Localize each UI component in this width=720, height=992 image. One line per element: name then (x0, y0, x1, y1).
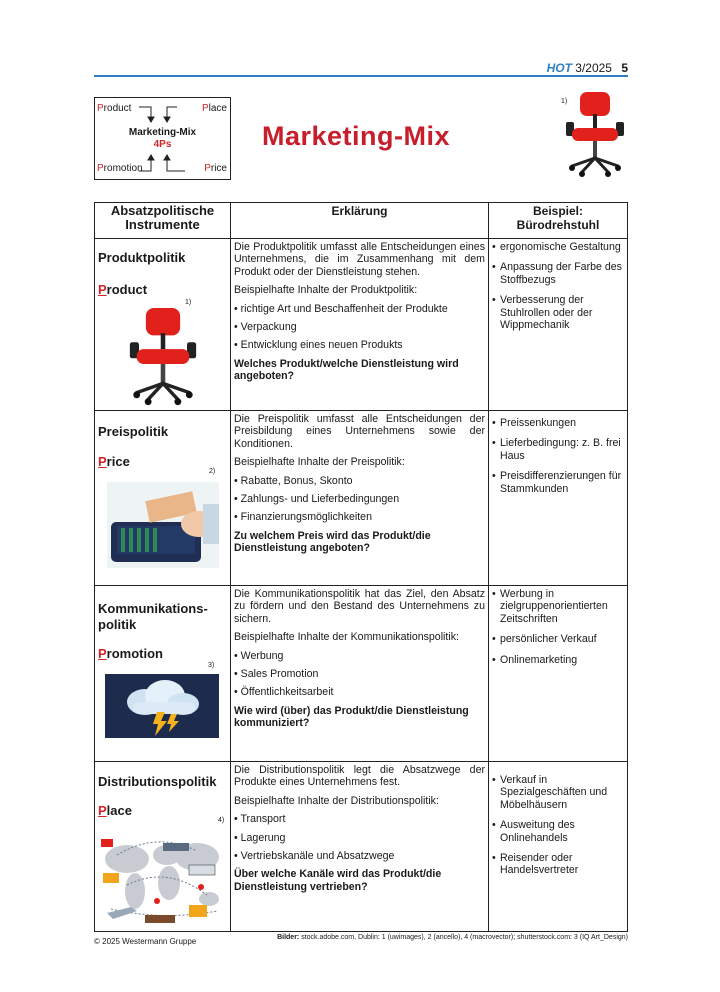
contents-label: Beispielhafte Inhalte der Kommunikationspolitik: (234, 631, 459, 644)
intro-text: Die Preispolitik umfasst alle Entscheidungen der Preisbildung eines Unternehmens sowie der Konditionen. (234, 413, 485, 450)
list-item: • ergonomische Gestaltung (492, 241, 621, 253)
image-footnote: 2) (209, 468, 216, 475)
list-item: • Werbung (234, 649, 284, 662)
issue-info (547, 61, 628, 75)
page-title: Marketing-Mix (262, 121, 451, 151)
row-product-examples (489, 239, 628, 411)
list-item: • Zahlungs- und Lieferbedingungen (234, 493, 400, 506)
guiding-question: Wie wird (über) das Produkt/die Dienstleistung kommuniziert? (234, 704, 469, 730)
list-item: • Sales Promotion (234, 668, 319, 681)
table-row (95, 586, 628, 762)
page-number: 5 (621, 61, 628, 75)
fourps-price-label: Price (204, 163, 227, 174)
image-footnote: 3) (208, 662, 215, 669)
fourps-place-label: Place (201, 103, 227, 114)
list-item: • Verkauf in Spezialgeschäften und Möbelhäusern (492, 774, 608, 811)
list-item: • Transport (234, 813, 286, 826)
guiding-question: Welches Produkt/welche Dienstleistung wird angeboten? (234, 357, 459, 383)
row-subtitle: Place (98, 803, 132, 818)
header-instruments: Absatzpolitische Instrumente (95, 203, 231, 239)
row-subtitle: Price (98, 454, 130, 469)
intro-text: Die Produktpolitik umfasst alle Entscheidungen eines Unternehmens, die im Zusammenhang mit dem Produkt oder der Dienstleistung stehen. (234, 241, 485, 278)
list-item: • Vertriebskanäle und Absatzwege (234, 850, 395, 863)
wallet-money-image (107, 482, 219, 568)
list-item: • richtige Art und Beschaffenheit der Produkte (234, 302, 448, 315)
list-item: • Entwicklung eines neuen Produkts (234, 339, 403, 352)
list-item: • Lieferbedingung: z. B. frei Haus (492, 437, 621, 462)
row-place-explanation (231, 762, 489, 932)
intro-text: Die Distributionspolitik legt die Absatzwege der Produkte eines Unternehmens fest. (234, 764, 485, 789)
row-promotion-examples (489, 586, 628, 762)
guiding-question: Über welche Kanäle wird das Produkt/die Dienstleistung vertrieben? (234, 868, 442, 893)
row-product-explanation (231, 239, 489, 411)
header-example: Beispiel: Bürodrehstuhl (489, 203, 628, 239)
list-item: • Reisender oder Handelsvertreter (492, 852, 579, 877)
fourps-center (95, 127, 230, 151)
list-item: • Onlinemarketing (492, 653, 578, 666)
logistics-world-map-image (97, 825, 228, 929)
brand-logo: HOT (546, 61, 572, 75)
header-rule (94, 75, 628, 77)
copyright: © 2025 Westermann Gruppe (94, 937, 197, 946)
table-row (95, 239, 628, 411)
image-footnote: 4) (218, 817, 225, 824)
fourps-promotion-label: Promotion (97, 163, 143, 174)
top-image-footnote: 1) (561, 98, 568, 105)
header-explanation: Erklärung (231, 203, 489, 239)
list-item: • Öffentlichkeitsarbeit (234, 686, 334, 699)
row-title: Distributionspolitik (98, 774, 217, 789)
row-promotion-explanation (231, 586, 489, 762)
office-chair-image (560, 90, 630, 178)
table-row (95, 762, 628, 932)
guiding-question: Zu welchem Preis wird das Produkt/die Dienstleistung angeboten? (234, 529, 431, 555)
intro-text: Die Kommunikationspolitik hat das Ziel, den Absatz zu fördern und den Bestand des Unternehmens zu sichern. (234, 588, 485, 625)
list-item: • Lagerung (234, 831, 286, 844)
row-title: Kommunikations- politik (98, 601, 208, 632)
row-place-instrument (95, 762, 231, 932)
row-title: Preispolitik (98, 424, 169, 439)
storm-cloud-image (105, 674, 219, 738)
image-footnote: 1) (185, 299, 192, 306)
marketing-mix-table (94, 202, 628, 932)
row-place-examples (489, 762, 628, 932)
row-product-instrument (95, 239, 231, 411)
office-chair-image (123, 305, 203, 407)
page-header (94, 61, 628, 75)
row-price-instrument (95, 411, 231, 586)
row-promotion-instrument (95, 586, 231, 762)
list-item: • Rabatte, Bonus, Skonto (234, 474, 353, 487)
list-item: • Ausweitung des Onlinehandels (492, 819, 575, 844)
contents-label: Beispielhafte Inhalte der Preispolitik: (234, 456, 405, 469)
row-subtitle: Product (98, 282, 148, 297)
row-subtitle: Promotion (98, 646, 163, 661)
row-price-examples (489, 411, 628, 586)
fourps-center-title: Marketing-Mix (128, 127, 197, 138)
fourps-product-label: Product (97, 103, 132, 114)
image-credits: Bilder: stock.adobe.com, Dublin: 1 (uwimages), 2 (ancello), 4 (macrovector); shutterstock.com: 3 (IQ Art_Design) (277, 934, 628, 941)
table-row (95, 411, 628, 586)
list-item: • Werbung in zielgruppenorientierten Zeitschriften (492, 588, 608, 625)
list-item: • Preisdifferenzierungen für Stammkunden (492, 470, 622, 495)
table-header-row (95, 203, 628, 239)
four-ps-diagram (94, 97, 231, 180)
contents-label: Beispielhafte Inhalte der Distributionspolitik: (234, 794, 439, 807)
issue-number: 3/2025 (575, 61, 612, 75)
list-item: • Preissenkungen (492, 417, 576, 429)
list-item: • persönlicher Verkauf (492, 633, 597, 646)
fourps-center-sub: 4Ps (153, 139, 172, 150)
list-item: • Verbesserung der Stuhlrollen oder der Wippmechanik (492, 294, 593, 332)
list-item: • Finanzierungsmöglichkeiten (234, 511, 372, 524)
list-item: • Anpassung der Farbe des Stoffbezugs (492, 261, 622, 286)
row-title: Produktpolitik (98, 250, 186, 265)
list-item: • Verpackung (234, 321, 297, 334)
contents-label: Beispielhafte Inhalte der Produktpolitik: (234, 284, 418, 297)
row-price-explanation (231, 411, 489, 586)
